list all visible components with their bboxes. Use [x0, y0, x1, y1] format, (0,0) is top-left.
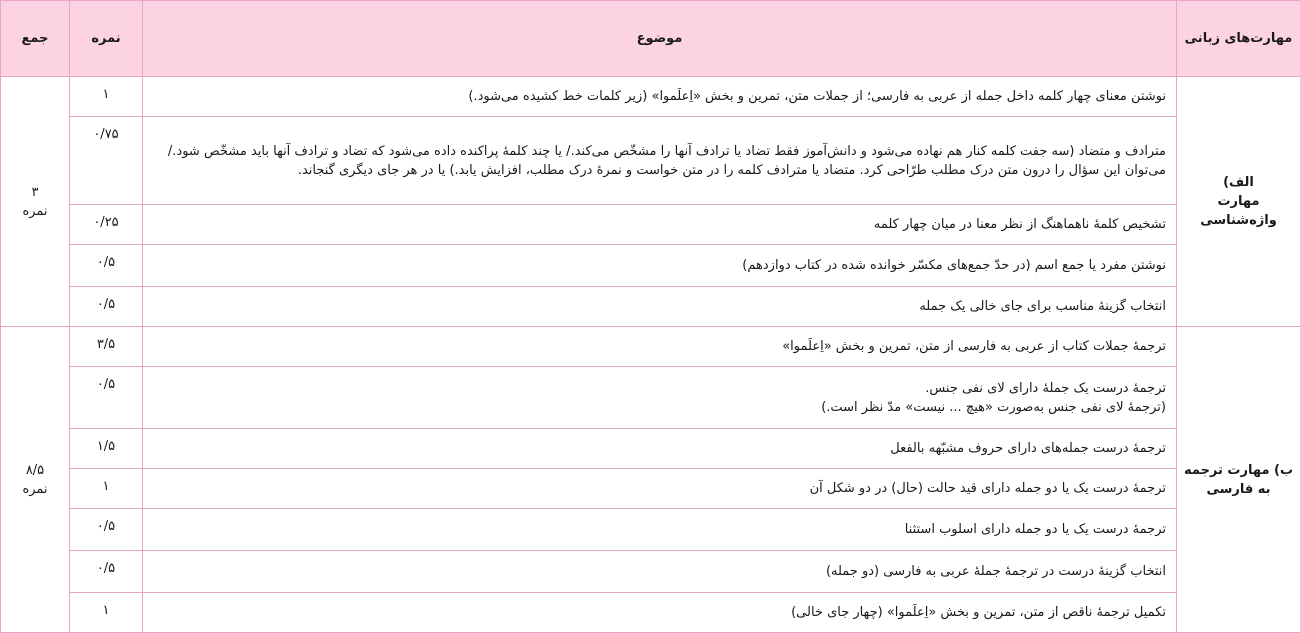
header-skill: مهارت‌های زبانی: [1177, 1, 1300, 77]
score-cell: ۰/۵: [70, 287, 143, 327]
topic-cell: ترجمهٔ جملات کتاب از عربی به فارسی از متن، تمرین و بخش «اِعلَموا»: [143, 327, 1177, 367]
header-topic: موضوع: [143, 1, 1177, 77]
skill-cell: [1177, 77, 1300, 327]
topic-cell: انتخاب گزینهٔ مناسب برای جای خالی یک جمله: [143, 287, 1177, 327]
table-row: [1, 551, 1300, 593]
skill-label-line: ب) مهارت ترجمه: [1181, 461, 1296, 480]
score-cell: ۰/۲۵: [70, 205, 143, 245]
skill-label-line: مهارت: [1181, 192, 1296, 211]
table-row: [1, 287, 1300, 327]
topic-line: (ترجمهٔ لای نفی جنس به‌صورت «هیچ ... نیست» مدّ نظر است.): [151, 398, 1166, 417]
skill-label-line: واژه‌شناسی: [1181, 211, 1296, 230]
table-row: [1, 509, 1300, 551]
header-row: [1, 1, 1300, 77]
total-cell: [1, 327, 70, 633]
score-cell: ۰/۵: [70, 367, 143, 429]
total-label-line: ۸/۵: [5, 461, 65, 480]
topic-cell: [143, 367, 1177, 429]
score-cell: ۳/۵: [70, 327, 143, 367]
table-body: [1, 77, 1300, 633]
table-row: [1, 429, 1300, 469]
total-label-line: نمره: [5, 480, 65, 499]
topic-cell: ترجمهٔ درست جمله‌های دارای حروف مشبّهه بالفعل: [143, 429, 1177, 469]
skill-cell: [1177, 327, 1300, 633]
table-row: [1, 77, 1300, 117]
score-cell: ۱/۵: [70, 429, 143, 469]
header-score: نمره: [70, 1, 143, 77]
skill-label-line: به فارسی: [1181, 480, 1296, 499]
table-row: [1, 245, 1300, 287]
topic-cell: انتخاب گزینهٔ درست در ترجمهٔ جملهٔ عربی به فارسی (دو جمله): [143, 551, 1177, 593]
table-row: [1, 205, 1300, 245]
topic-cell: ترجمهٔ درست یک یا دو جمله دارای قید حالت (حال) در دو شکل آن: [143, 469, 1177, 509]
topic-cell: نوشتن مفرد یا جمع اسم (در حدّ جمع‌های مکسّر خوانده شده در کتاب دوازدهم): [143, 245, 1177, 287]
header-total: جمع: [1, 1, 70, 77]
table-row: [1, 469, 1300, 509]
total-label-line: ۳: [5, 183, 65, 202]
score-cell: ۰/۵: [70, 551, 143, 593]
score-cell: ۰/۵: [70, 245, 143, 287]
topic-cell: تشخیص کلمهٔ ناهماهنگ از نظر معنا در میان چهار کلمه: [143, 205, 1177, 245]
topic-cell: نوشتن معنای چهار کلمه داخل جمله از عربی به فارسی؛ از جملات متن، تمرین و بخش «اِعلَموا» (زیر کلمات خط کشیده می‌شود.): [143, 77, 1177, 117]
table-row: [1, 327, 1300, 367]
topic-cell: ترجمهٔ درست یک یا دو جمله دارای اسلوب استثنا: [143, 509, 1177, 551]
table-row: [1, 367, 1300, 429]
score-cell: ۰/۵: [70, 509, 143, 551]
topic-cell: مترادف و متضاد (سه جفت کلمه کنار هم نهاده می‌شود و دانش‌آموز فقط تضاد یا ترادف آنها را مشخّص می‌کند./ یا چند کلمهٔ پراکنده داده می‌شود که تضاد و ترادف آنها باید مشخّص شود./ می‌توان این سؤال را درون متن درک مطلب طرّاحی کرد. متضاد یا مترادف کلمه را در متن خواست و نمرهٔ درک مطلب، افزایش یابد.) یا در هر جای دیگری گنجاند.: [143, 117, 1177, 205]
skill-label-line: الف): [1181, 173, 1296, 192]
score-cell: ۰/۷۵: [70, 117, 143, 205]
total-cell: [1, 77, 70, 327]
score-cell: ۱: [70, 77, 143, 117]
table-row: [1, 117, 1300, 205]
total-label-line: نمره: [5, 202, 65, 221]
table-row: [1, 593, 1300, 633]
score-cell: ۱: [70, 469, 143, 509]
topic-line: ترجمهٔ درست یک جملهٔ دارای لای نفی جنس.: [151, 379, 1166, 398]
topic-cell: تکمیل ترجمهٔ ناقص از متن، تمرین و بخش «اِعلَموا» (چهار جای خالی): [143, 593, 1177, 633]
score-cell: ۱: [70, 593, 143, 633]
